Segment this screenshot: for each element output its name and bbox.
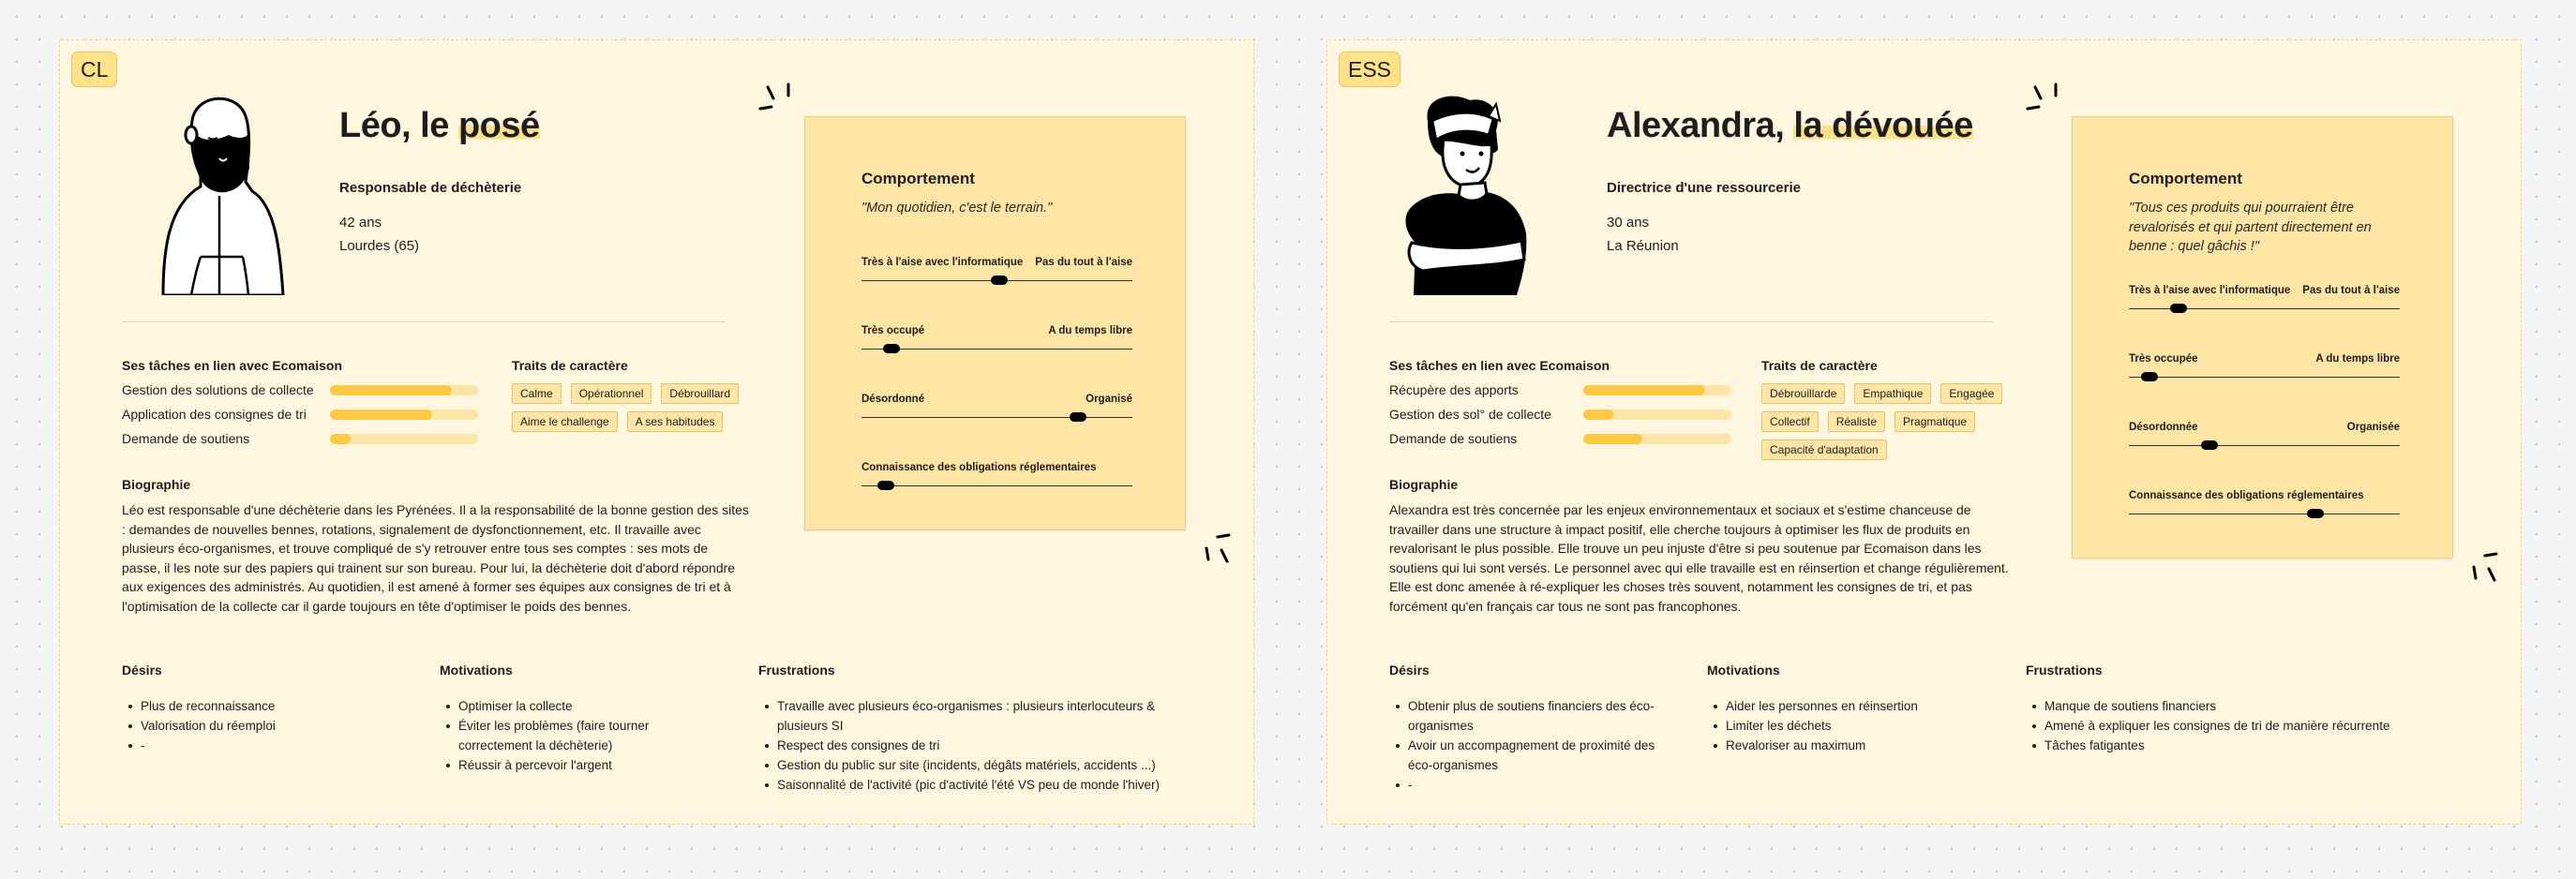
persona-name xyxy=(339,106,540,146)
desirs-list xyxy=(1389,696,1670,795)
behavior-slider xyxy=(861,324,1132,393)
slider-thumb xyxy=(2201,440,2218,450)
slider-left-label: Très à l'aise avec l'informatique xyxy=(861,256,1024,268)
frustrations-title: Frustrations xyxy=(758,663,835,678)
task-level-bar xyxy=(330,434,478,444)
task-label: Gestion des sol° de collecte xyxy=(1389,407,1551,422)
task-level-bar xyxy=(330,385,478,395)
slider-left-label: Désordonnée xyxy=(2129,421,2198,433)
persona-card-alexandra xyxy=(1326,39,2522,825)
traits-title: Traits de caractère xyxy=(512,358,628,373)
slider-track xyxy=(2129,377,2400,379)
slider-track xyxy=(2129,514,2400,515)
task-label: Demande de soutiens xyxy=(122,431,250,446)
motivations-item: Limiter les déchets xyxy=(1707,716,1988,736)
desirs-title: Désirs xyxy=(1389,663,1430,678)
motivations-item: Éviter les problèmes (faire tourner correctement la déchèterie) xyxy=(440,716,721,755)
slider-right-label: Pas du tout à l'aise xyxy=(1035,256,1132,268)
name-prefix: Alexandra, xyxy=(1607,106,1785,145)
frustrations-column xyxy=(2026,663,2466,755)
task-label: Application des consignes de tri xyxy=(122,407,307,422)
trait-tag: Collectif xyxy=(1761,411,1819,432)
slider-right-label: Pas du tout à l'aise xyxy=(2302,284,2400,296)
behavior-title: Comportement xyxy=(2129,170,2242,187)
biography-text: Alexandra est très concernée par les enjeux environnementaux et sociaux et s'estime chanceuse de travailler dans une structure à impact positif, elle cherche toujours à optimiser les flux de produits en revalorisant le plus possible. Elle trouve un peu injuste d'être si peu soutenue par Ecomaison dans les soutiens qui lui sont versés. Le personnel avec qui elle travaille est en réinsertion et change régulièrement. Elle est donc amenée à ré-expliquer les choses très souvent, notamment les consignes de tri, et pas forcément qu'en français car tous ne sont pas francophones. xyxy=(1389,502,2009,614)
task-level-bar xyxy=(1583,385,1731,395)
frustrations-item: Amené à expliquer les consignes de tri de manière récurrente xyxy=(2026,716,2466,736)
sparkle-decoration-icon xyxy=(2026,82,2073,125)
trait-tag: A ses habitudes xyxy=(627,411,724,432)
slider-track xyxy=(2129,445,2400,447)
task-level-fill xyxy=(330,434,351,444)
desirs-item: - xyxy=(122,736,422,755)
trait-tag: Réaliste xyxy=(1828,411,1885,432)
behavior-quote: "Tous ces produits qui pourraient être revalorisés et qui partent directement en benne : quel gâchis !" xyxy=(2129,201,2372,254)
frustrations-item: Gestion du public sur site (incidents, dégâts matériels, accidents ...) xyxy=(758,755,1199,775)
slider-track xyxy=(861,485,1132,487)
trait-tag: Capacité d'adaptation xyxy=(1761,440,1887,460)
behavior-slider xyxy=(2129,352,2400,421)
sparkle-decoration-icon xyxy=(1190,528,1236,574)
trait-tag: Opérationnel xyxy=(571,383,652,404)
desirs-column xyxy=(122,663,422,755)
behavior-sliders xyxy=(2129,284,2398,558)
slider-track xyxy=(861,349,1132,350)
trait-tag: Pragmatique xyxy=(1895,411,1975,432)
task-row xyxy=(122,429,249,448)
task-level-fill xyxy=(1583,385,1705,395)
biography xyxy=(122,477,750,617)
sparkle-decoration-icon xyxy=(2457,546,2504,593)
persona-age: 42 ans xyxy=(339,215,382,231)
slider-thumb xyxy=(883,344,900,353)
task-row xyxy=(122,405,307,424)
motivations-item: Réussir à percevoir l'argent xyxy=(440,755,721,775)
task-level-bar xyxy=(1583,410,1731,420)
trait-tag: Aime le challenge xyxy=(512,411,618,432)
desirs-item: Plus de reconnaissance xyxy=(122,696,422,716)
task-label: Demande de soutiens xyxy=(1389,431,1518,446)
task-row xyxy=(122,380,314,399)
task-row xyxy=(1389,405,1551,424)
task-label: Récupère des apports xyxy=(1389,382,1519,397)
desirs-column xyxy=(1389,663,1670,795)
desirs-title: Désirs xyxy=(122,663,162,678)
slider-track xyxy=(2129,308,2400,310)
persona-age: 30 ans xyxy=(1607,215,1650,231)
trait-tag: Débrouillard xyxy=(661,383,739,404)
name-highlight: posé xyxy=(457,106,540,145)
frustrations-title: Frustrations xyxy=(2026,663,2103,678)
slider-thumb xyxy=(991,276,1008,285)
slider-thumb xyxy=(1070,412,1086,422)
motivations-list xyxy=(440,696,721,775)
trait-tag: Engagée xyxy=(1940,383,2002,404)
slider-thumb xyxy=(877,481,894,490)
slider-thumb xyxy=(2141,372,2158,381)
slider-thumb xyxy=(2170,304,2187,313)
desirs-item: Avoir un accompagnement de proximité des éco-organismes xyxy=(1389,736,1670,775)
motivations-item: Aider les personnes en réinsertion xyxy=(1707,696,1988,716)
slider-right-label: A du temps libre xyxy=(1048,324,1132,336)
slider-right-label: A du temps libre xyxy=(2315,352,2400,365)
motivations-item: Optimiser la collecte xyxy=(440,696,721,716)
desirs-list xyxy=(122,696,422,755)
biography-title: Biographie xyxy=(122,477,191,492)
behavior-slider xyxy=(2129,489,2400,558)
biography-title: Biographie xyxy=(1389,477,1459,492)
task-level-bar xyxy=(330,410,478,420)
frustrations-item: Travaille avec plusieurs éco-organismes : plusieurs interlocuteurs & plusieurs SI xyxy=(758,696,1199,736)
persona-badge: ESS xyxy=(1339,52,1400,87)
task-level-fill xyxy=(330,385,452,395)
slider-left-label: Connaissance des obligations réglementaires xyxy=(2129,489,2364,501)
behavior-sliders xyxy=(861,256,1131,529)
slider-thumb xyxy=(2307,509,2324,518)
desirs-item: - xyxy=(1389,775,1670,795)
frustrations-list xyxy=(758,696,1199,795)
frustrations-column xyxy=(758,663,1199,795)
behavior-slider xyxy=(2129,284,2400,352)
tasks-title: Ses tâches en lien avec Ecomaison xyxy=(122,358,343,373)
persona-location: La Réunion xyxy=(1607,238,1679,254)
behavior-slider xyxy=(861,461,1132,529)
frustrations-item: Respect des consignes de tri xyxy=(758,736,1199,755)
motivations-list xyxy=(1707,696,1988,755)
slider-left-label: Très occupée xyxy=(2129,352,2198,365)
task-row xyxy=(1389,429,1517,448)
behavior-slider xyxy=(861,393,1132,461)
persona-location: Lourdes (65) xyxy=(339,238,420,254)
motivations-title: Motivations xyxy=(440,663,513,678)
frustrations-list xyxy=(2026,696,2466,755)
name-highlight: la dévouée xyxy=(1793,106,1973,145)
traits-title: Traits de caractère xyxy=(1761,358,1878,373)
behavior-quote: "Mon quotidien, c'est le terrain." xyxy=(861,201,1053,216)
tasks-section xyxy=(122,358,343,446)
task-level-fill xyxy=(1583,434,1642,444)
persona-badge: CL xyxy=(71,52,117,87)
behavior-slider xyxy=(861,256,1132,324)
sparkle-decoration-icon xyxy=(758,82,805,125)
persona-role: Directrice d'une ressourcerie xyxy=(1607,180,1801,196)
tasks-title: Ses tâches en lien avec Ecomaison xyxy=(1389,358,1610,373)
persona-name xyxy=(1607,106,1973,146)
behavior-slider xyxy=(2129,421,2400,489)
slider-left-label: Très à l'aise avec l'informatique xyxy=(2129,284,2291,296)
trait-tag: Débrouillarde xyxy=(1761,383,1845,404)
persona-role: Responsable de déchèterie xyxy=(339,180,522,196)
slider-right-label: Organisée xyxy=(2346,421,2400,433)
persona-card-leo xyxy=(59,39,1254,825)
desirs-item: Valorisation du réemploi xyxy=(122,716,422,736)
slider-right-label: Organisé xyxy=(1086,393,1132,405)
behavior-panel xyxy=(804,116,1186,530)
behavior-title: Comportement xyxy=(861,170,975,187)
divider xyxy=(1389,321,1993,322)
persona-illustration-woman xyxy=(1395,93,1550,295)
desirs-item: Obtenir plus de soutiens financiers des éco-organismes xyxy=(1389,696,1670,736)
traits-tags xyxy=(512,383,812,432)
slider-track xyxy=(861,417,1132,419)
traits-tags xyxy=(1761,383,2043,460)
motivations-title: Motivations xyxy=(1707,663,1780,678)
persona-illustration-man xyxy=(135,93,290,295)
task-label: Gestion des solutions de collecte xyxy=(122,382,314,397)
task-level-fill xyxy=(1583,410,1613,420)
motivations-item: Revaloriser au maximum xyxy=(1707,736,1988,755)
behavior-panel xyxy=(2072,116,2453,559)
biography-text: Léo est responsable d'une déchèterie dans les Pyrénées. Il a la responsabilité de la bonne gestion des sites : demandes de nouvelles bennes, rotations, signalement de dysfonctionnement, etc. Il travaille avec plusieurs éco-organismes, et trouve compliqué de s'y retrouver entre tous ses comptes : ses mots de passe, il les note sur des papiers qui trainent sur son bureau. Pour lui, la déchèterie doit d'abord répondre aux exigences des administrés. Au quotidien, il est amené à former ses équipes aux consignes de tri et à l'optimisation de la collecte car il garde toujours en tête d'optimiser le poids des bennes. xyxy=(122,502,749,614)
tasks-section xyxy=(1389,358,1610,446)
task-level-bar xyxy=(1583,434,1731,444)
task-row xyxy=(1389,380,1519,399)
frustrations-item: Tâches fatigantes xyxy=(2026,736,2466,755)
name-prefix: Léo, le xyxy=(339,106,449,145)
slider-left-label: Très occupé xyxy=(861,324,925,336)
task-level-fill xyxy=(330,410,432,420)
frustrations-item: Saisonnalité de l'activité (pic d'activité l'été VS peu de monde l'hiver) xyxy=(758,775,1199,795)
traits-section xyxy=(512,358,812,432)
divider xyxy=(122,321,726,322)
trait-tag: Empathique xyxy=(1854,383,1931,404)
frustrations-item: Manque de soutiens financiers xyxy=(2026,696,2466,716)
biography xyxy=(1389,477,2017,617)
motivations-column xyxy=(1707,663,1988,755)
slider-left-label: Connaissance des obligations réglementaires xyxy=(861,461,1097,473)
trait-tag: Calme xyxy=(512,383,562,404)
traits-section xyxy=(1761,358,2043,460)
motivations-column xyxy=(440,663,721,775)
slider-left-label: Désordonné xyxy=(861,393,925,405)
